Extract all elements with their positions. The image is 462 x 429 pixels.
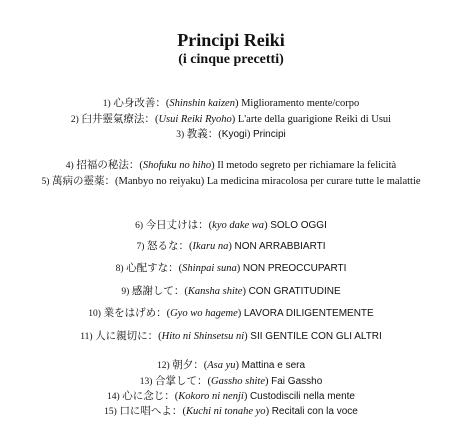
line-number: 1) — [102, 99, 111, 109]
romaji-text: Kansha shite — [187, 286, 243, 297]
precept-line-7: 7) 怒るな：(Ikaru na) NON ARRABBIARTI — [136, 241, 326, 252]
japanese-text: 心に念じ： — [122, 391, 175, 402]
japanese-text: 朝夕： — [172, 360, 204, 371]
precept-line-13: 13) 合掌して：(Gassho shite) Fai Gassho — [139, 376, 323, 387]
italian-meaning: L'arte della guarigione Reiki di Usui — [237, 114, 392, 125]
line-number: 7) — [136, 242, 145, 252]
line-number: 10) — [88, 309, 101, 319]
japanese-text: 招福の秘法： — [76, 160, 140, 171]
precept-line-9: 9) 感謝して：(Kansha shite) CON GRATITUDINE — [121, 286, 341, 297]
italian-meaning: Il metodo segreto per richiamare la felicità — [217, 160, 397, 171]
romaji-text: Usui Reiki Ryoho — [158, 114, 232, 125]
japanese-text: 人に親切に： — [95, 331, 159, 342]
italian-meaning: Fai Gassho — [271, 376, 323, 387]
precept-line-12: 12) 朝夕：(Asa yu) Mattina e sera — [156, 360, 306, 371]
japanese-text: 心身改善： — [113, 98, 166, 109]
romaji-text: Shinshin kaizen — [169, 98, 235, 109]
italian-meaning: Mattina e sera — [241, 360, 306, 371]
italian-meaning: Miglioramento mente/corpo — [241, 98, 360, 109]
romaji-text: Gassho shite — [211, 376, 265, 387]
japanese-text: 合掌して： — [155, 376, 208, 387]
italian-meaning: CON GRATITUDINE — [248, 286, 341, 297]
page-subtitle: (i cinque precetti) — [178, 52, 284, 67]
page-title: Principi Reiki — [177, 30, 285, 50]
romaji-text: kyo dake wa — [212, 220, 265, 231]
italian-meaning: SII GENTILE CON GLI ALTRI — [250, 331, 382, 342]
italian-meaning: LAVORA DILIGENTEMENTE — [243, 308, 374, 319]
line-number: 9) — [121, 287, 130, 297]
precept-line-6: 6) 今日丈けは：(kyo dake wa) SOLO OGGI — [135, 220, 327, 231]
line-number: 4) — [65, 161, 74, 171]
romaji-text: Kuchi ni tonahe yo — [185, 406, 266, 417]
romaji-text: Kyogi — [221, 129, 247, 140]
japanese-text: 心配すな： — [126, 263, 179, 274]
line-number: 8) — [115, 264, 124, 274]
precept-line-5: 5) 萬病の靈薬：(Manbyo no reiyaku) La medicina miracolosa per curare tutte le malattie — [41, 176, 421, 187]
line-number: 11) — [80, 332, 93, 342]
japanese-text: 今日丈けは： — [145, 220, 209, 231]
precept-line-10: 10) 業をはげめ：(Gyo wo hageme) LAVORA DILIGENTEMENTE — [88, 308, 374, 319]
precept-line-15: 15) 口に唱へよ：(Kuchi ni tonahe yo) Recitali con la voce — [104, 406, 358, 417]
japanese-text: 感謝して： — [131, 286, 185, 297]
italian-meaning: La medicina miracolosa per curare tutte le malattie — [206, 176, 421, 187]
line-number: 2) — [70, 115, 79, 125]
italian-meaning: SOLO OGGI — [270, 220, 327, 231]
precept-line-11: 11) 人に親切に：(Hito ni Shinsetsu ni) SII GENTILE CON GLI ALTRI — [80, 331, 382, 342]
precept-line-14: 14) 心に念じ：(Kokoro ni nenji) Custodiscili nella mente — [106, 391, 355, 402]
precept-line-8: 8) 心配すな：(Shinpai suna) NON PREOCCUPARTI — [115, 263, 347, 274]
line-number: 14) — [106, 392, 120, 402]
japanese-text: 教義： — [186, 129, 219, 140]
japanese-text: 怒るな： — [147, 241, 190, 252]
precept-line-1: 1) 心身改善：(Shinshin kaizen) Miglioramento mente/corpo — [102, 98, 360, 109]
romaji-text: Ikaru na — [192, 241, 229, 252]
precept-line-2: 2) 臼井靈氣療法：(Usui Reiki Ryoho) L'arte della guarigione Reiki di Usui — [70, 114, 392, 125]
romaji-text: Hito ni Shinsetsu ni — [161, 331, 245, 342]
japanese-text: 萬病の靈薬： — [52, 176, 115, 187]
romaji-text: Manbyo no reiyaku — [118, 176, 201, 187]
italian-meaning: Recitali con la voce — [271, 406, 358, 417]
japanese-text: 業をはげめ： — [103, 308, 167, 319]
romaji-text: Shinpai suna — [182, 263, 237, 274]
italian-meaning: Principi — [252, 129, 286, 140]
italian-meaning: Custodiscili nella mente — [249, 391, 355, 402]
japanese-text: 臼井靈氣療法： — [81, 114, 155, 125]
romaji-text: Gyo wo hageme — [170, 308, 238, 319]
precept-line-3: 3) 教義：(Kyogi) Principi — [176, 129, 286, 140]
romaji-text: Kokoro ni nenji — [178, 391, 244, 402]
line-number: 3) — [176, 130, 185, 140]
romaji-text: Shofuku no hiho — [142, 160, 212, 171]
japanese-text: 口に唱へよ： — [119, 406, 183, 417]
line-number: 15) — [104, 407, 117, 417]
line-number: 6) — [135, 221, 144, 231]
italian-meaning: NON ARRABBIARTI — [234, 241, 326, 252]
line-number: 12) — [156, 361, 170, 371]
precept-line-4: 4) 招福の秘法：(Shofuku no hiho) Il metodo segreto per richiamare la felicità — [65, 160, 397, 171]
line-number: 5) — [41, 177, 50, 187]
romaji-text: Asa yu — [207, 360, 236, 371]
line-number: 13) — [139, 377, 153, 387]
italian-meaning: NON PREOCCUPARTI — [242, 263, 347, 274]
